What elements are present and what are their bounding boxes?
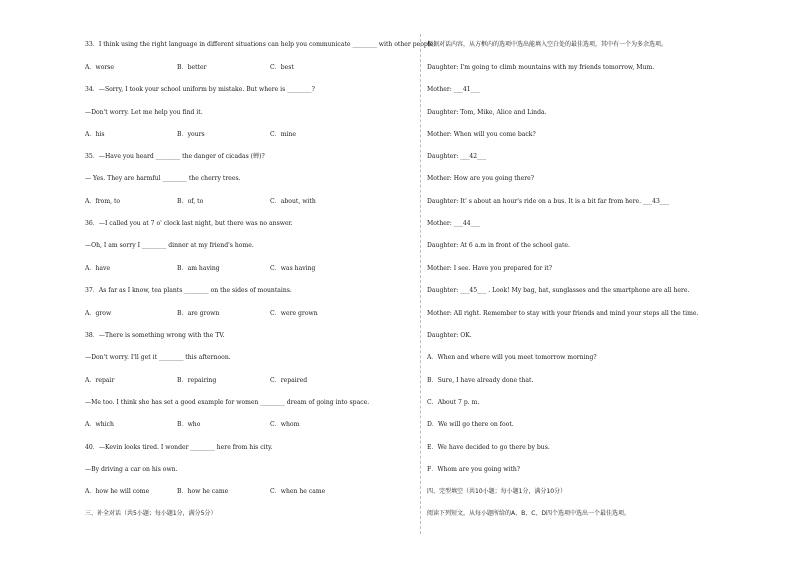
q33-option-a[interactable]: A．worse <box>85 64 115 71</box>
dialogue-line: Daughter: I'm going to climb mountains with my friends tomorrow, Mum. <box>427 64 655 71</box>
q37-stem: 37．As far as I know, tea plants ________ on the sides of mountains. <box>85 287 292 294</box>
q35-option-c[interactable]: C．about, with <box>270 198 316 205</box>
dialogue-instruction: 根据对话内容，从方框内的选项中选出能填入空白处的最佳选项，其中有一个为多余选项。 <box>427 41 668 48</box>
q40-reply: —By driving a car on his own. <box>85 466 178 473</box>
dialogue-line: Daughter: ___42___ <box>427 153 487 160</box>
dialogue-line: Mother: I see. Have you prepared for it? <box>427 265 553 272</box>
q39-option-c[interactable]: C．whom <box>270 421 300 428</box>
q34-stem: 34．—Sorry, I took your school uniform by mistake. But where is ________? <box>85 86 315 93</box>
dialogue-option-e[interactable]: E．We have decided to go there by bus. <box>427 444 550 451</box>
q38-option-b[interactable]: B．repairing <box>177 377 217 384</box>
q40-option-c[interactable]: C．when he came <box>270 488 326 495</box>
q34-option-c[interactable]: C．mine <box>270 131 297 138</box>
q36-reply: —Oh, I am sorry I ________ dinner at my friend's home. <box>85 242 254 249</box>
q37-option-b[interactable]: B．are grown <box>177 310 220 317</box>
q34-option-a[interactable]: A．his <box>85 131 105 138</box>
q35-stem: 35．—Have you heard ________ the danger of cicadas (蝉)? <box>85 153 265 160</box>
q36-option-c[interactable]: C．was having <box>270 265 316 272</box>
section-4-heading: 四、完型填空（共10小题；每小题1分，满分10分） <box>427 488 567 495</box>
q35-option-a[interactable]: A．from, to <box>85 198 121 205</box>
q33-stem: 33．I think using the right language in different situations can help you communicate ________ with other people. <box>85 41 436 48</box>
q40-option-b[interactable]: B．how he came <box>177 488 229 495</box>
section-4-instruction: 阅读下列短文，从每小题所给的A、B、C、D四个选项中选出一个最佳选项。 <box>427 510 631 517</box>
dialogue-line: Mother: All right. Remember to stay with your friends and mind your steps all the time. <box>427 310 699 317</box>
dialogue-line: Mother: When will you come back? <box>427 131 536 138</box>
q35-reply: — Yes. They are harmful ________ the cherry trees. <box>85 175 241 182</box>
q39-option-b[interactable]: B．who <box>177 421 201 428</box>
dialogue-option-d[interactable]: D．We will go there on foot. <box>427 421 514 428</box>
q36-option-a[interactable]: A．have <box>85 265 111 272</box>
q34-reply: —Don't worry. Let me help you find it. <box>85 109 203 116</box>
dialogue-option-b[interactable]: B．Sure, I have already done that. <box>427 377 534 384</box>
q37-option-a[interactable]: A．grow <box>85 310 112 317</box>
q33-option-b[interactable]: B．better <box>177 64 207 71</box>
q38-option-a[interactable]: A．repair <box>85 377 115 384</box>
q39-option-a[interactable]: A．which <box>85 421 114 428</box>
q40-option-a[interactable]: A．how he will come <box>85 488 150 495</box>
dialogue-line: Daughter: ___45___ . Look! My bag, hat, sunglasses and the smartphone are all here. <box>427 287 690 294</box>
q36-stem: 36．—I called you at 7 o' clock last night, but there was no answer. <box>85 220 293 227</box>
q40-stem: 40．—Kevin looks tired. I wonder ________ here from his city. <box>85 444 273 451</box>
q34-option-b[interactable]: B．yours <box>177 131 205 138</box>
column-divider <box>420 34 421 534</box>
q38-stem: 38．—There is something wrong with the TV. <box>85 332 225 339</box>
dialogue-option-f[interactable]: F．Whom are you going with? <box>427 466 521 473</box>
dialogue-line: Daughter: OK. <box>427 332 472 339</box>
dialogue-line: Mother: ___41___ <box>427 86 480 93</box>
dialogue-line: Mother: How are you going there? <box>427 175 535 182</box>
q38-option-c[interactable]: C．repaired <box>270 377 308 384</box>
dialogue-line: Daughter: At 6 a.m in front of the school gate. <box>427 242 570 249</box>
dialogue-line: Mother: ___44___ <box>427 220 480 227</box>
dialogue-option-c[interactable]: C．About 7 p. m. <box>427 399 480 406</box>
q35-option-b[interactable]: B．of, to <box>177 198 204 205</box>
q37-option-c[interactable]: C．were grown <box>270 310 318 317</box>
q33-option-c[interactable]: C．best <box>270 64 294 71</box>
dialogue-option-a[interactable]: A．When and where will you meet tomorrow morning? <box>427 354 597 361</box>
dialogue-line: Daughter: Tom, Mike, Alice and Linda. <box>427 109 547 116</box>
q38-reply: —Don't worry. I'll get it ________ this afternoon. <box>85 354 231 361</box>
q36-option-b[interactable]: B．am having <box>177 265 220 272</box>
dialogue-line: Daughter: It' s about an hour's ride on a bus. It is a bit far from here. ___43___ <box>427 198 670 205</box>
q39-stem: —Me too. I think she has set a good example for women ________ dream of going into space. <box>85 399 370 406</box>
section-3-heading: 三、补全对话（共5小题；每小题1分，满分5分） <box>85 510 217 517</box>
